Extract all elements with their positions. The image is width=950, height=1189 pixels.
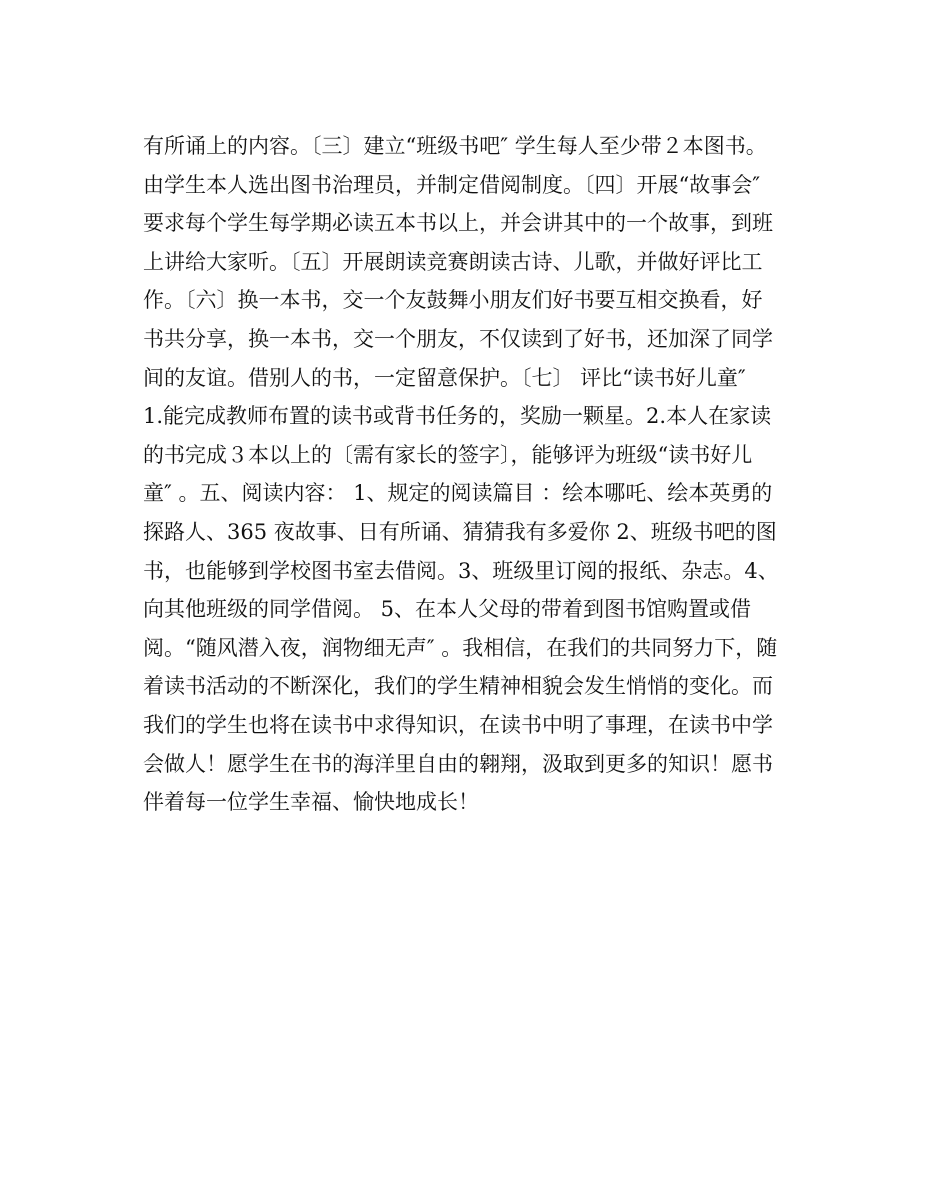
text-line: 由学生本人选出图书治理员，并制定借阅制度。〔四〕开展“故事会″ — [143, 172, 761, 197]
text-line: 探路人、365 夜故事、日有所诵、猜猜我有多爱你 2、班级书吧的图 — [143, 519, 777, 544]
text-line: 阅。“随风潜入夜，润物细无声″ 。我相信，在我们的共同努力下，随 — [143, 635, 778, 660]
text-line: 着读书活动的不断深化，我们的学生精神相貌会发生悄悄的变化。而 — [143, 674, 773, 699]
text-line: 间的友谊。借别人的书，一定留意保护。〔七〕 评比“读书好儿童″ — [143, 365, 746, 390]
text-line: 有所诵上的内容。〔三〕建立“班级书吧″ 学生每人至少带２本图书。 — [143, 134, 767, 158]
text-line: 伴着每一位学生幸福、愉快地成长！ — [143, 790, 479, 815]
text-line: 会做人！愿学生在书的海洋里自由的翱翔，汲取到更多的知识！愿书 — [143, 751, 773, 776]
text-line: 书，也能够到学校图书室去借阅。3、班级里订阅的报纸、杂志。4、 — [143, 558, 779, 583]
text-line: 童″ 。五、阅读内容： 1、规定的阅读篇目 ：绘本哪吒、绘本英勇的 — [143, 481, 773, 506]
text-line: 向其他班级的同学借阅。 5、在本人父母的带着到图书馆购置或借 — [143, 597, 752, 622]
text-line: 要求每个学生每学期必读五本书以上，并会讲其中的一个故事，到班 — [143, 211, 773, 236]
text-line: 作。〔六〕换一本书，交一个友鼓舞小朋友们好书要互相交换看，好 — [143, 288, 763, 313]
text-line: 上讲给大家听。〔五〕开展朗读竞赛朗读古诗、儿歌，并做好评比工 — [143, 249, 763, 274]
text-line: 的书完成３本以上的〔需有家长的签字〕，能够评为班级“读书好儿 — [143, 442, 753, 467]
text-line: 书共分享，换一本书，交一个朋友，不仅读到了好书，还加深了同学 — [143, 326, 773, 351]
body-text — [143, 127, 833, 822]
text-line: 我们的学生也将在读书中求得知识，在读书中明了事理，在读书中学 — [143, 712, 773, 737]
text-line: 1.能完成教师布置的读书或背书任务的，奖励一颗星。2.本人在家读 — [143, 404, 772, 429]
